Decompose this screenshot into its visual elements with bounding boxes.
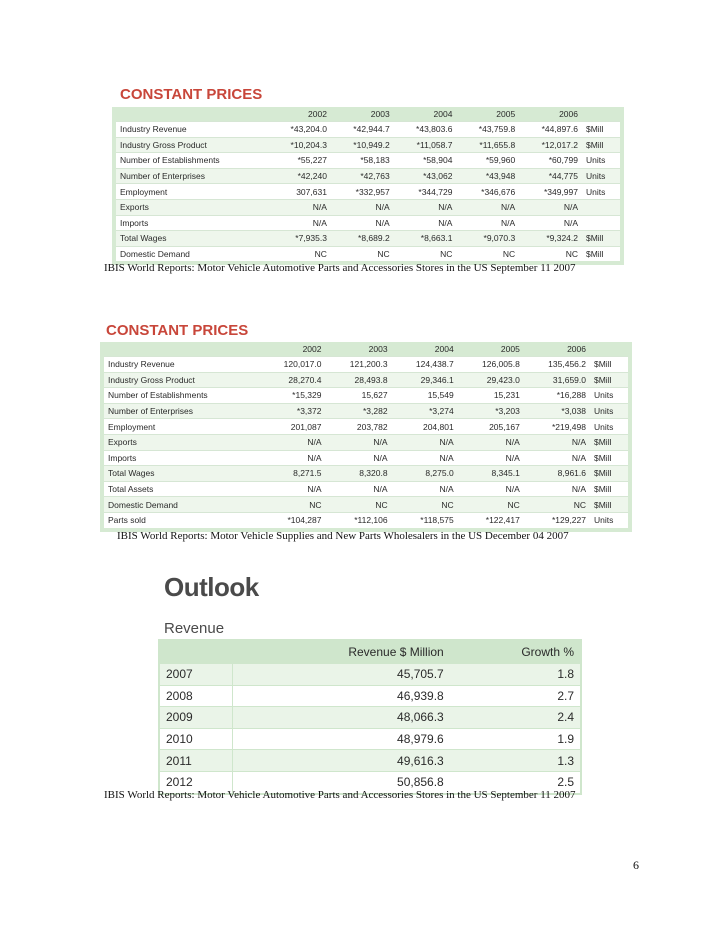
value-cell: N/A (519, 199, 582, 215)
value-cell: 29,346.1 (392, 372, 458, 388)
revenue-cell: 45,705.7 (233, 664, 450, 686)
table-row (104, 388, 628, 404)
growth-cell: 2.7 (450, 685, 580, 707)
value-cell: N/A (331, 215, 394, 231)
value-cell: *43,803.6 (394, 122, 457, 138)
outlook-caption: IBIS World Reports: Motor Vehicle Automotive Parts and Accessories Stores in the US September 11 2007 (104, 789, 576, 801)
value-cell: N/A (524, 481, 590, 497)
outlook-row (160, 685, 580, 707)
table-row (116, 231, 620, 247)
unit-header (590, 342, 628, 357)
row-label: Employment (104, 419, 259, 435)
value-cell: 8,275.0 (392, 466, 458, 482)
value-cell: N/A (458, 450, 524, 466)
unit-cell (582, 199, 620, 215)
revenue-cell: 50,856.8 (233, 771, 450, 792)
revenue-cell: 48,979.6 (233, 728, 450, 750)
value-cell: *8,689.2 (331, 231, 394, 247)
table-2 (104, 342, 628, 528)
unit-cell: $Mill (590, 481, 628, 497)
value-cell: 8,345.1 (458, 466, 524, 482)
value-cell: 8,320.8 (325, 466, 391, 482)
value-cell: N/A (392, 481, 458, 497)
value-cell: *344,729 (394, 184, 457, 200)
table-1 (116, 107, 620, 261)
value-cell: *43,759.8 (456, 122, 519, 138)
value-cell: N/A (259, 450, 325, 466)
year-header: 2003 (331, 107, 394, 122)
value-cell: NC (331, 246, 394, 261)
row-label: Number of Enterprises (104, 403, 259, 419)
table-row (116, 137, 620, 153)
value-cell: NC (268, 246, 331, 261)
revenue-col-header: Revenue $ Million (233, 641, 450, 664)
value-cell: 8,271.5 (259, 466, 325, 482)
value-cell: *44,897.6 (519, 122, 582, 138)
table-2-caption: IBIS World Reports: Motor Vehicle Supplies and New Parts Wholesalers in the US December 04 2007 (117, 530, 569, 542)
growth-col-header: Growth % (450, 641, 580, 664)
row-label: Number of Establishments (104, 388, 259, 404)
value-cell: *55,227 (268, 153, 331, 169)
value-cell: 201,087 (259, 419, 325, 435)
table-row (116, 122, 620, 138)
year-header: 2005 (458, 342, 524, 357)
value-cell: NC (392, 497, 458, 513)
value-cell: 121,200.3 (325, 357, 391, 373)
unit-cell: $Mill (582, 231, 620, 247)
value-cell: N/A (259, 434, 325, 450)
unit-header (582, 107, 620, 122)
year-cell: 2012 (160, 771, 233, 792)
value-cell: N/A (392, 434, 458, 450)
outlook-row (160, 707, 580, 729)
table-row (104, 450, 628, 466)
table-1-heading: CONSTANT PRICES (120, 86, 263, 103)
revenue-subtitle: Revenue (164, 620, 225, 637)
outlook-row (160, 750, 580, 772)
row-label: Total Wages (104, 466, 259, 482)
year-cell: 2009 (160, 707, 233, 729)
revenue-cell: 48,066.3 (233, 707, 450, 729)
outlook-table (160, 641, 580, 793)
value-cell: *346,676 (456, 184, 519, 200)
table-row (116, 153, 620, 169)
value-cell: N/A (394, 199, 457, 215)
row-label: Number of Enterprises (116, 168, 268, 184)
table-1-header-row (116, 107, 620, 122)
unit-cell: $Mill (590, 372, 628, 388)
value-cell: N/A (458, 481, 524, 497)
value-cell: *129,227 (524, 512, 590, 527)
row-label: Industry Revenue (104, 357, 259, 373)
unit-cell: Units (582, 153, 620, 169)
value-cell: 124,438.7 (392, 357, 458, 373)
value-cell: *112,106 (325, 512, 391, 527)
value-cell: 29,423.0 (458, 372, 524, 388)
table-row (104, 466, 628, 482)
label-header (116, 107, 268, 122)
value-cell: *3,038 (524, 403, 590, 419)
row-label: Total Assets (104, 481, 259, 497)
row-label: Employment (116, 184, 268, 200)
row-label: Domestic Demand (104, 497, 259, 513)
growth-cell: 2.5 (450, 771, 580, 792)
table-row (104, 419, 628, 435)
unit-cell: $Mill (590, 357, 628, 373)
table-2-heading: CONSTANT PRICES (106, 322, 249, 339)
value-cell: *15,329 (259, 388, 325, 404)
value-cell: NC (456, 246, 519, 261)
year-cell: 2008 (160, 685, 233, 707)
value-cell: N/A (259, 481, 325, 497)
value-cell: *10,949.2 (331, 137, 394, 153)
row-label: Exports (116, 199, 268, 215)
value-cell: N/A (268, 215, 331, 231)
outlook-section (158, 572, 582, 795)
unit-cell: Units (582, 168, 620, 184)
growth-cell: 2.4 (450, 707, 580, 729)
table-row (104, 403, 628, 419)
table-2-frame (100, 342, 632, 532)
year-cell: 2010 (160, 728, 233, 750)
year-header: 2004 (394, 107, 457, 122)
growth-cell: 1.3 (450, 750, 580, 772)
value-cell: *118,575 (392, 512, 458, 527)
value-cell: *42,944.7 (331, 122, 394, 138)
value-cell: N/A (458, 434, 524, 450)
unit-cell: $Mill (590, 450, 628, 466)
unit-cell (582, 215, 620, 231)
year-header: 2002 (268, 107, 331, 122)
value-cell: NC (524, 497, 590, 513)
constant-prices-table-2 (100, 322, 632, 532)
unit-cell: Units (582, 184, 620, 200)
value-cell: N/A (325, 434, 391, 450)
year-cell: 2007 (160, 664, 233, 686)
row-label: Exports (104, 434, 259, 450)
outlook-frame (158, 639, 582, 795)
value-cell: 205,167 (458, 419, 524, 435)
value-cell: 307,631 (268, 184, 331, 200)
value-cell: *16,288 (524, 388, 590, 404)
value-cell: *9,070.3 (456, 231, 519, 247)
growth-cell: 1.9 (450, 728, 580, 750)
constant-prices-table-1 (112, 86, 624, 265)
value-cell: N/A (524, 434, 590, 450)
value-cell: 28,270.4 (259, 372, 325, 388)
value-cell: *3,282 (325, 403, 391, 419)
value-cell: 28,493.8 (325, 372, 391, 388)
page-number: 6 (633, 858, 639, 872)
unit-cell: Units (590, 512, 628, 527)
value-cell: *10,204.3 (268, 137, 331, 153)
value-cell: *122,417 (458, 512, 524, 527)
year-header: 2002 (259, 342, 325, 357)
value-cell: N/A (325, 450, 391, 466)
value-cell: *44,775 (519, 168, 582, 184)
value-cell: 120,017.0 (259, 357, 325, 373)
value-cell: 135,456.2 (524, 357, 590, 373)
value-cell: *9,324.2 (519, 231, 582, 247)
year-col-header (160, 641, 233, 664)
value-cell: 15,231 (458, 388, 524, 404)
value-cell: N/A (392, 450, 458, 466)
revenue-cell: 49,616.3 (233, 750, 450, 772)
value-cell: *3,372 (259, 403, 325, 419)
table-row (104, 372, 628, 388)
value-cell: *332,957 (331, 184, 394, 200)
value-cell: *42,240 (268, 168, 331, 184)
table-row (116, 168, 620, 184)
value-cell: *104,287 (259, 512, 325, 527)
value-cell: N/A (519, 215, 582, 231)
unit-cell: $Mill (590, 497, 628, 513)
row-label: Total Wages (116, 231, 268, 247)
value-cell: 15,627 (325, 388, 391, 404)
value-cell: *42,763 (331, 168, 394, 184)
value-cell: *43,204.0 (268, 122, 331, 138)
value-cell: 203,782 (325, 419, 391, 435)
outlook-header-row (160, 641, 580, 664)
value-cell: *43,062 (394, 168, 457, 184)
outlook-row (160, 664, 580, 686)
value-cell: *8,663.1 (394, 231, 457, 247)
value-cell: 31,659.0 (524, 372, 590, 388)
year-header: 2005 (456, 107, 519, 122)
value-cell: 204,801 (392, 419, 458, 435)
value-cell: *60,799 (519, 153, 582, 169)
row-label: Industry Revenue (116, 122, 268, 138)
table-row (116, 184, 620, 200)
value-cell: *11,058.7 (394, 137, 457, 153)
value-cell: 8,961.6 (524, 466, 590, 482)
value-cell: *58,904 (394, 153, 457, 169)
value-cell: NC (259, 497, 325, 513)
value-cell: *3,203 (458, 403, 524, 419)
year-header: 2004 (392, 342, 458, 357)
unit-cell: Units (590, 419, 628, 435)
year-cell: 2011 (160, 750, 233, 772)
table-row (104, 434, 628, 450)
table-row (104, 357, 628, 373)
value-cell: NC (394, 246, 457, 261)
value-cell: N/A (331, 199, 394, 215)
outlook-title: Outlook (164, 572, 259, 602)
value-cell: N/A (268, 199, 331, 215)
year-header: 2006 (524, 342, 590, 357)
row-label: Domestic Demand (116, 246, 268, 261)
table-row (116, 215, 620, 231)
value-cell: *219,498 (524, 419, 590, 435)
unit-cell: Units (590, 403, 628, 419)
table-2-header-row (104, 342, 628, 357)
value-cell: *58,183 (331, 153, 394, 169)
year-header: 2003 (325, 342, 391, 357)
outlook-row (160, 728, 580, 750)
unit-cell: $Mill (590, 434, 628, 450)
value-cell: N/A (524, 450, 590, 466)
row-label: Parts sold (104, 512, 259, 527)
row-label: Industry Gross Product (116, 137, 268, 153)
value-cell: 15,549 (392, 388, 458, 404)
row-label: Imports (104, 450, 259, 466)
year-header: 2006 (519, 107, 582, 122)
unit-cell: Units (590, 388, 628, 404)
table-row (104, 497, 628, 513)
value-cell: *7,935.3 (268, 231, 331, 247)
row-label: Industry Gross Product (104, 372, 259, 388)
row-label: Imports (116, 215, 268, 231)
growth-cell: 1.8 (450, 664, 580, 686)
table-row (116, 199, 620, 215)
value-cell: N/A (394, 215, 457, 231)
value-cell: N/A (456, 215, 519, 231)
value-cell: *12,017.2 (519, 137, 582, 153)
value-cell: N/A (456, 199, 519, 215)
row-label: Number of Establishments (116, 153, 268, 169)
value-cell: N/A (325, 481, 391, 497)
table-row (104, 481, 628, 497)
value-cell: NC (325, 497, 391, 513)
value-cell: NC (519, 246, 582, 261)
value-cell: *43,948 (456, 168, 519, 184)
value-cell: *3,274 (392, 403, 458, 419)
label-header (104, 342, 259, 357)
table-row (116, 246, 620, 261)
table-1-frame (112, 107, 624, 265)
table-1-caption: IBIS World Reports: Motor Vehicle Automotive Parts and Accessories Stores in the US September 11 2007 (104, 262, 576, 274)
unit-cell: $Mill (582, 246, 620, 261)
revenue-cell: 46,939.8 (233, 685, 450, 707)
unit-cell: $Mill (590, 466, 628, 482)
value-cell: *59,960 (456, 153, 519, 169)
unit-cell: $Mill (582, 137, 620, 153)
value-cell: *11,655.8 (456, 137, 519, 153)
value-cell: 126,005.8 (458, 357, 524, 373)
table-row (104, 512, 628, 527)
unit-cell: $Mill (582, 122, 620, 138)
value-cell: *349,997 (519, 184, 582, 200)
value-cell: NC (458, 497, 524, 513)
